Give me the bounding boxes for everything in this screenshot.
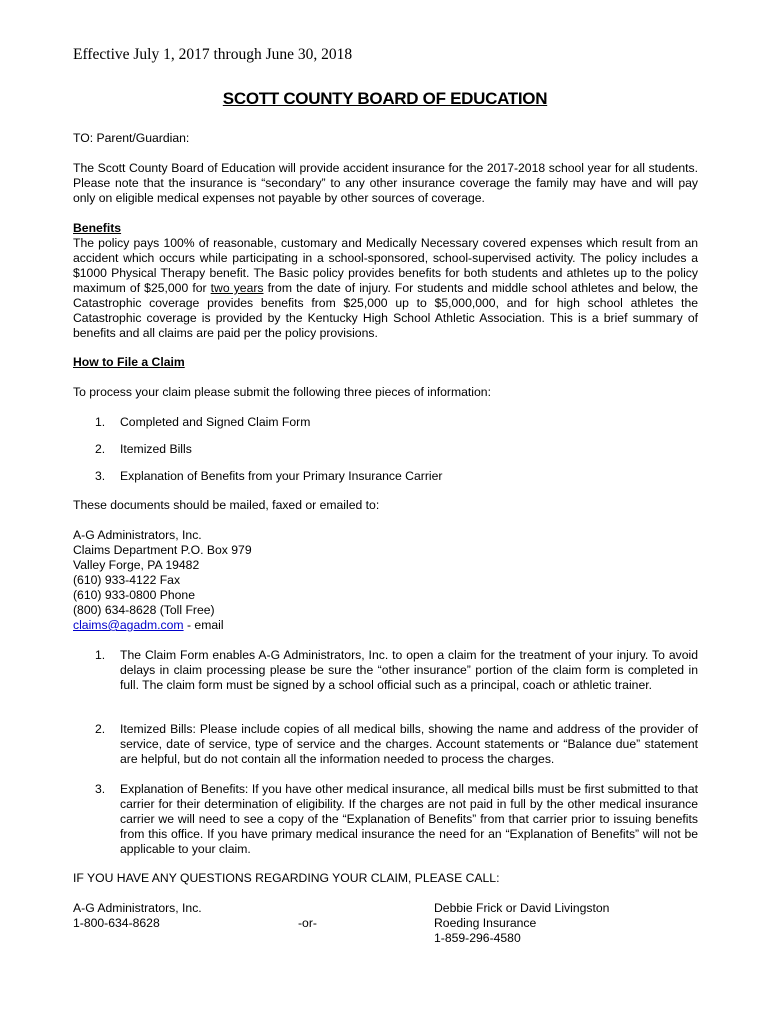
note-number: 3. <box>95 782 106 796</box>
benefits-underlined-term: two years <box>210 281 264 295</box>
contact-right-name: Debbie Frick or David Livingston <box>434 901 610 915</box>
address-line: A-G Administrators, Inc. <box>73 528 202 542</box>
note-item <box>73 782 698 857</box>
email-suffix: - email <box>183 618 224 632</box>
claim-item-text: Itemized Bills <box>120 442 192 456</box>
note-text: Itemized Bills: Please include copies of all medical bills, showing the name and address of the provider of service, date of service, type of service and the charges. Account statements or “Balance due” statement are helpful, but do not contain all the information needed to process the charges. <box>120 722 698 766</box>
benefits-text-after: from the date of injury. For students and middle school athletes and below, the Catastrophic coverage provides benefits from $25,000 up to $5,000,000, and for high school athletes the Catastrophic coverage is provided by the Kentucky High School Athletic Association. This is a brief summary of benefits and all claims are paid per the policy provisions. <box>73 281 698 340</box>
note-text: The Claim Form enables A-G Administrators, Inc. to open a claim for the treatment of your injury. To avoid delays in claim processing please be sure the “other insurance” portion of the claim form is completed in full. The claim form must be signed by a school official such as a principal, coach or athletic trainer. <box>120 648 698 692</box>
questions-line: IF YOU HAVE ANY QUESTIONS REGARDING YOUR CLAIM, PLEASE CALL: <box>73 871 500 885</box>
benefits-section <box>73 221 698 341</box>
claim-instructions: To process your claim please submit the following three pieces of information: <box>73 385 491 399</box>
email-link[interactable]: claims@agadm.com <box>73 618 184 632</box>
address-line: Valley Forge, PA 19482 <box>73 558 200 572</box>
effective-dates: Effective July 1, 2017 through June 30, 2018 <box>73 46 353 63</box>
phone-number: (610) 933-0800 Phone <box>73 588 195 602</box>
note-text: Explanation of Benefits: If you have other medical insurance, all medical bills must be first submitted to that carrier for their determination of eligibility. If the charges are not paid in full by the other medical insurance carrier we will need to see a copy of the “Explanation of Benefits” from that carrier prior to issuing benefits from this office. If you have primary medical insurance the need for an “Explanation of Benefits” will not be applicable to your claim. <box>120 782 698 856</box>
note-number: 2. <box>95 722 106 736</box>
contact-right <box>434 901 609 946</box>
benefits-paragraph <box>73 236 698 341</box>
benefits-heading: Benefits <box>73 221 122 235</box>
contact-left <box>73 901 202 931</box>
email-line <box>73 618 698 633</box>
mail-note: These documents should be mailed, faxed or emailed to: <box>73 498 380 512</box>
contact-right-company: Roeding Insurance <box>434 916 537 930</box>
claim-item-number: 1. <box>95 415 106 429</box>
claim-heading: How to File a Claim <box>73 355 185 369</box>
intro-paragraph: The Scott County Board of Education will provide accident insurance for the 2017-2018 school year for all students. Please note that the insurance is “secondary” to any other insurance coverage the family may have and will pay only on eligible medical expenses not payable by other sources of coverage. <box>73 161 698 205</box>
mailing-address <box>73 528 698 633</box>
benefits-text-before: The policy pays 100% of reasonable, customary and Medically Necessary covered expenses which result from an accident which occurs while participating in a school-sponsored, school-supervised activity. The policy includes a $1000 Physical Therapy benefit. The Basic policy provides benefits for both students and athletes up to the policy maximum of $25,000 for <box>73 236 698 295</box>
contact-separator: -or- <box>298 916 317 930</box>
contact-right-phone: 1-859-296-4580 <box>434 931 521 945</box>
contact-left-phone: 1-800-634-8628 <box>73 916 160 930</box>
document-title: SCOTT COUNTY BOARD OF EDUCATION <box>222 89 548 108</box>
contact-left-name: A-G Administrators, Inc. <box>73 901 202 915</box>
note-item <box>73 648 698 693</box>
address-line: Claims Department P.O. Box 979 <box>73 543 252 557</box>
note-item <box>73 722 698 767</box>
salutation: TO: Parent/Guardian: <box>73 131 190 145</box>
fax-number: (610) 933-4122 Fax <box>73 573 181 587</box>
claim-item-text: Explanation of Benefits from your Primary Insurance Carrier <box>120 469 443 483</box>
claim-item-number: 3. <box>95 469 106 483</box>
note-number: 1. <box>95 648 106 662</box>
claim-item-number: 2. <box>95 442 106 456</box>
claim-item-text: Completed and Signed Claim Form <box>120 415 311 429</box>
toll-free-number: (800) 634-8628 (Toll Free) <box>73 603 215 617</box>
